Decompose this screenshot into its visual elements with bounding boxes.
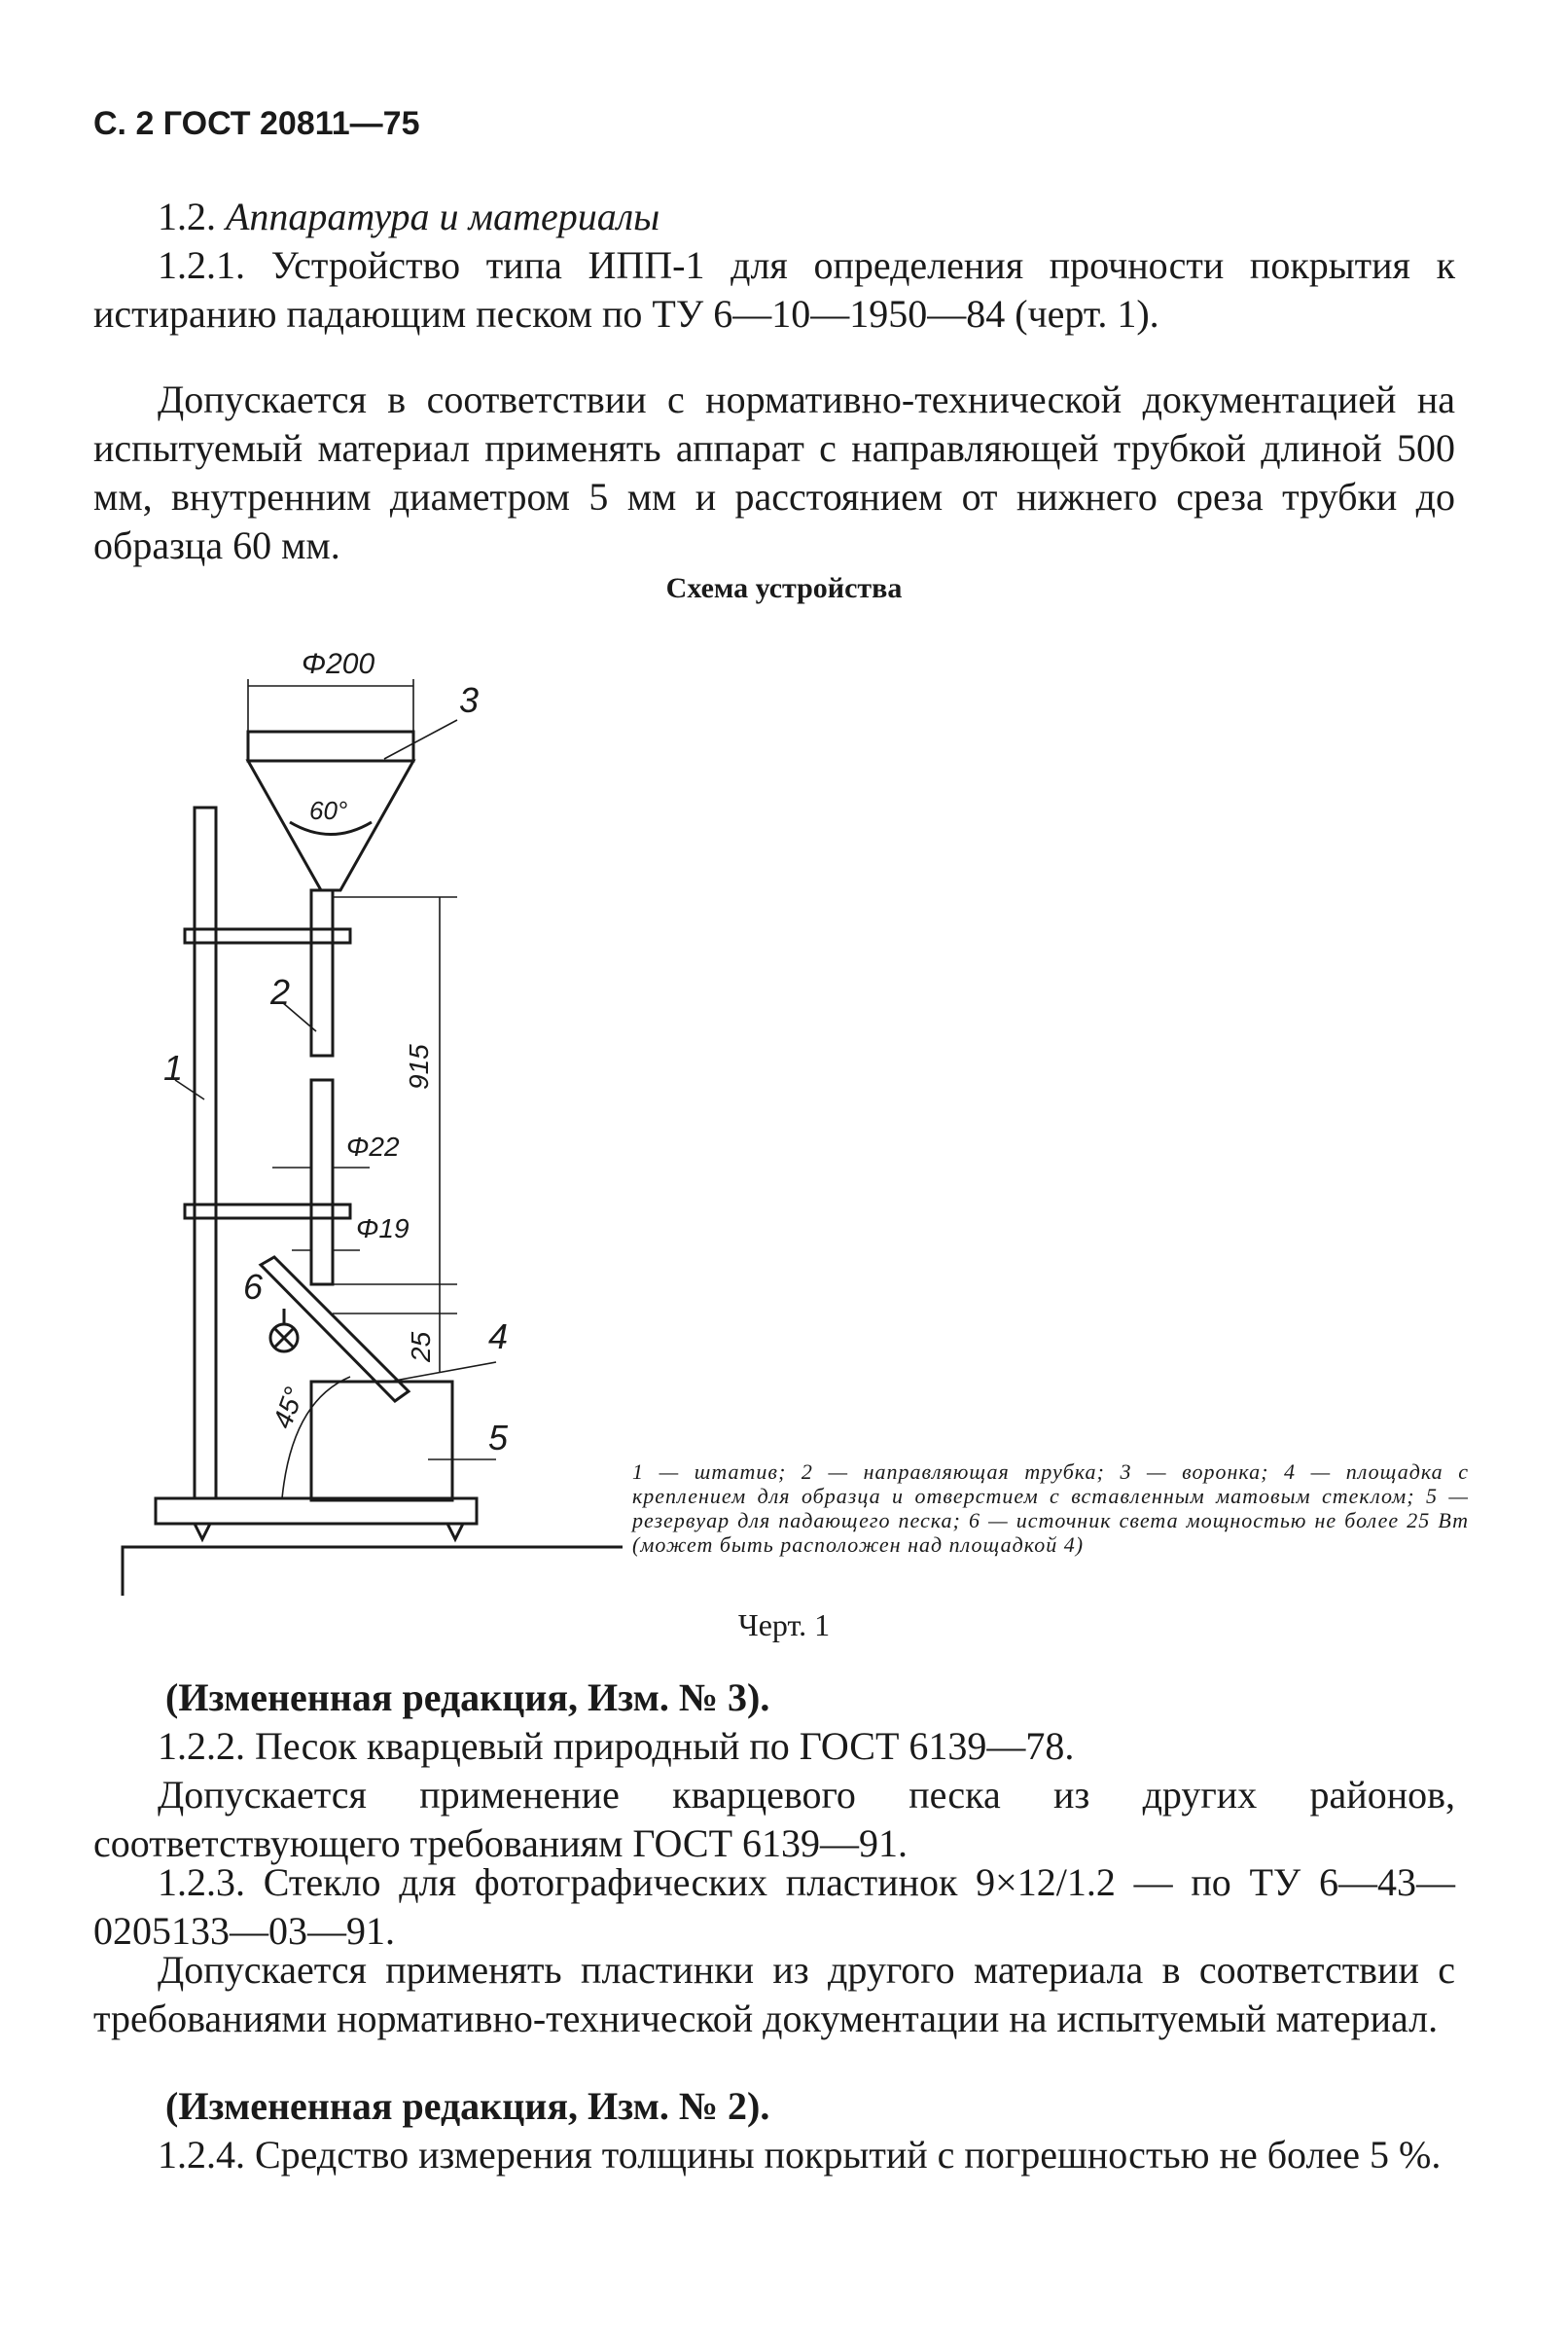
page-header: С. 2 ГОСТ 20811—75 [93,105,420,142]
ground-line [123,1547,623,1596]
stand-rod [195,808,216,1498]
figure-title: Схема устройства [665,572,903,604]
tube-lower [311,1080,333,1284]
upper-clamp [185,929,350,943]
dim-angle-60: 60° [309,796,348,825]
dim-d19: Φ19 [356,1213,410,1243]
dim-d200: Φ200 [302,648,375,680]
callout-6: 6 [243,1267,264,1307]
callout-3: 3 [459,680,480,720]
callout-4: 4 [488,1316,509,1356]
paragraph-allowed-2: Допускается применение кварцевого песка из других районов, соответствующего требованиям ГОСТ 6139—91. [93,1773,1455,1865]
callout-5: 5 [488,1418,509,1457]
lower-clamp [185,1205,350,1218]
paragraph-1-2-1: 1.2.1. Устройство типа ИПП-1 для определения прочности покрытия к истиранию падающим песком по ТУ 6—10—1950—84 (черт. 1). [93,243,1455,336]
amendment-3: (Измененная редакция, Изм. № 3). [165,1675,770,1719]
dim-d22: Φ22 [346,1132,400,1162]
dim-25: 25 [406,1331,436,1362]
paragraph-allowed-3: Допускается применять пластинки из другого материала в соответствии с требованиями нормативно-технической документации на испытуемый материал. [93,1948,1455,2040]
callout-1: 1 [163,1048,184,1088]
figure-legend: 1 — штатив; 2 — направляющая трубка; 3 — воронка; 4 — площадка с креплением для образца и отверстием с вставленным матовым стеклом; 5 — резервуар для падающего песка; 6 — источник света мощностью не более 25 Вт (может быть расположен над площадкой 4) [632,1459,1469,1557]
paragraph-allowed-1: Допускается в соответствии с нормативно-технической документацией на испытуемый материал применять аппарат с направляющей трубкой длиной 500 мм, внутренним диаметром 5 мм и расстоянием от нижнего среза трубки до образца 60 мм. [93,378,1455,567]
funnel-cone [248,761,413,890]
figure-label: Черт. 1 [737,1607,831,1642]
section-number: 1.2. [158,195,216,238]
base-plate [156,1498,477,1524]
amendment-2: (Измененная редакция, Изм. № 2). [165,2084,770,2128]
paragraph-1-2-2: 1.2.2. Песок кварцевый природный по ГОСТ 6139—78. [158,1724,1075,1768]
section-title-text: Аппаратура и материалы [226,195,660,238]
paragraph-1-2-4: 1.2.4. Средство измерения толщины покрытий с погрешностью не более 5 %. [158,2133,1442,2177]
dim-angle-45: 45° [267,1383,310,1433]
sand-reservoir [311,1382,452,1500]
paragraph-1-2-3: 1.2.3. Стекло для фотографических пластинок 9×12/1.2 — по ТУ 6—43—0205133—03—91. [93,1860,1455,1953]
dim-915: 915 [404,1044,434,1090]
callout-2: 2 [270,972,291,1012]
base-foot-right [447,1524,463,1539]
inclined-platform [261,1257,409,1401]
base-foot-left [195,1524,210,1539]
